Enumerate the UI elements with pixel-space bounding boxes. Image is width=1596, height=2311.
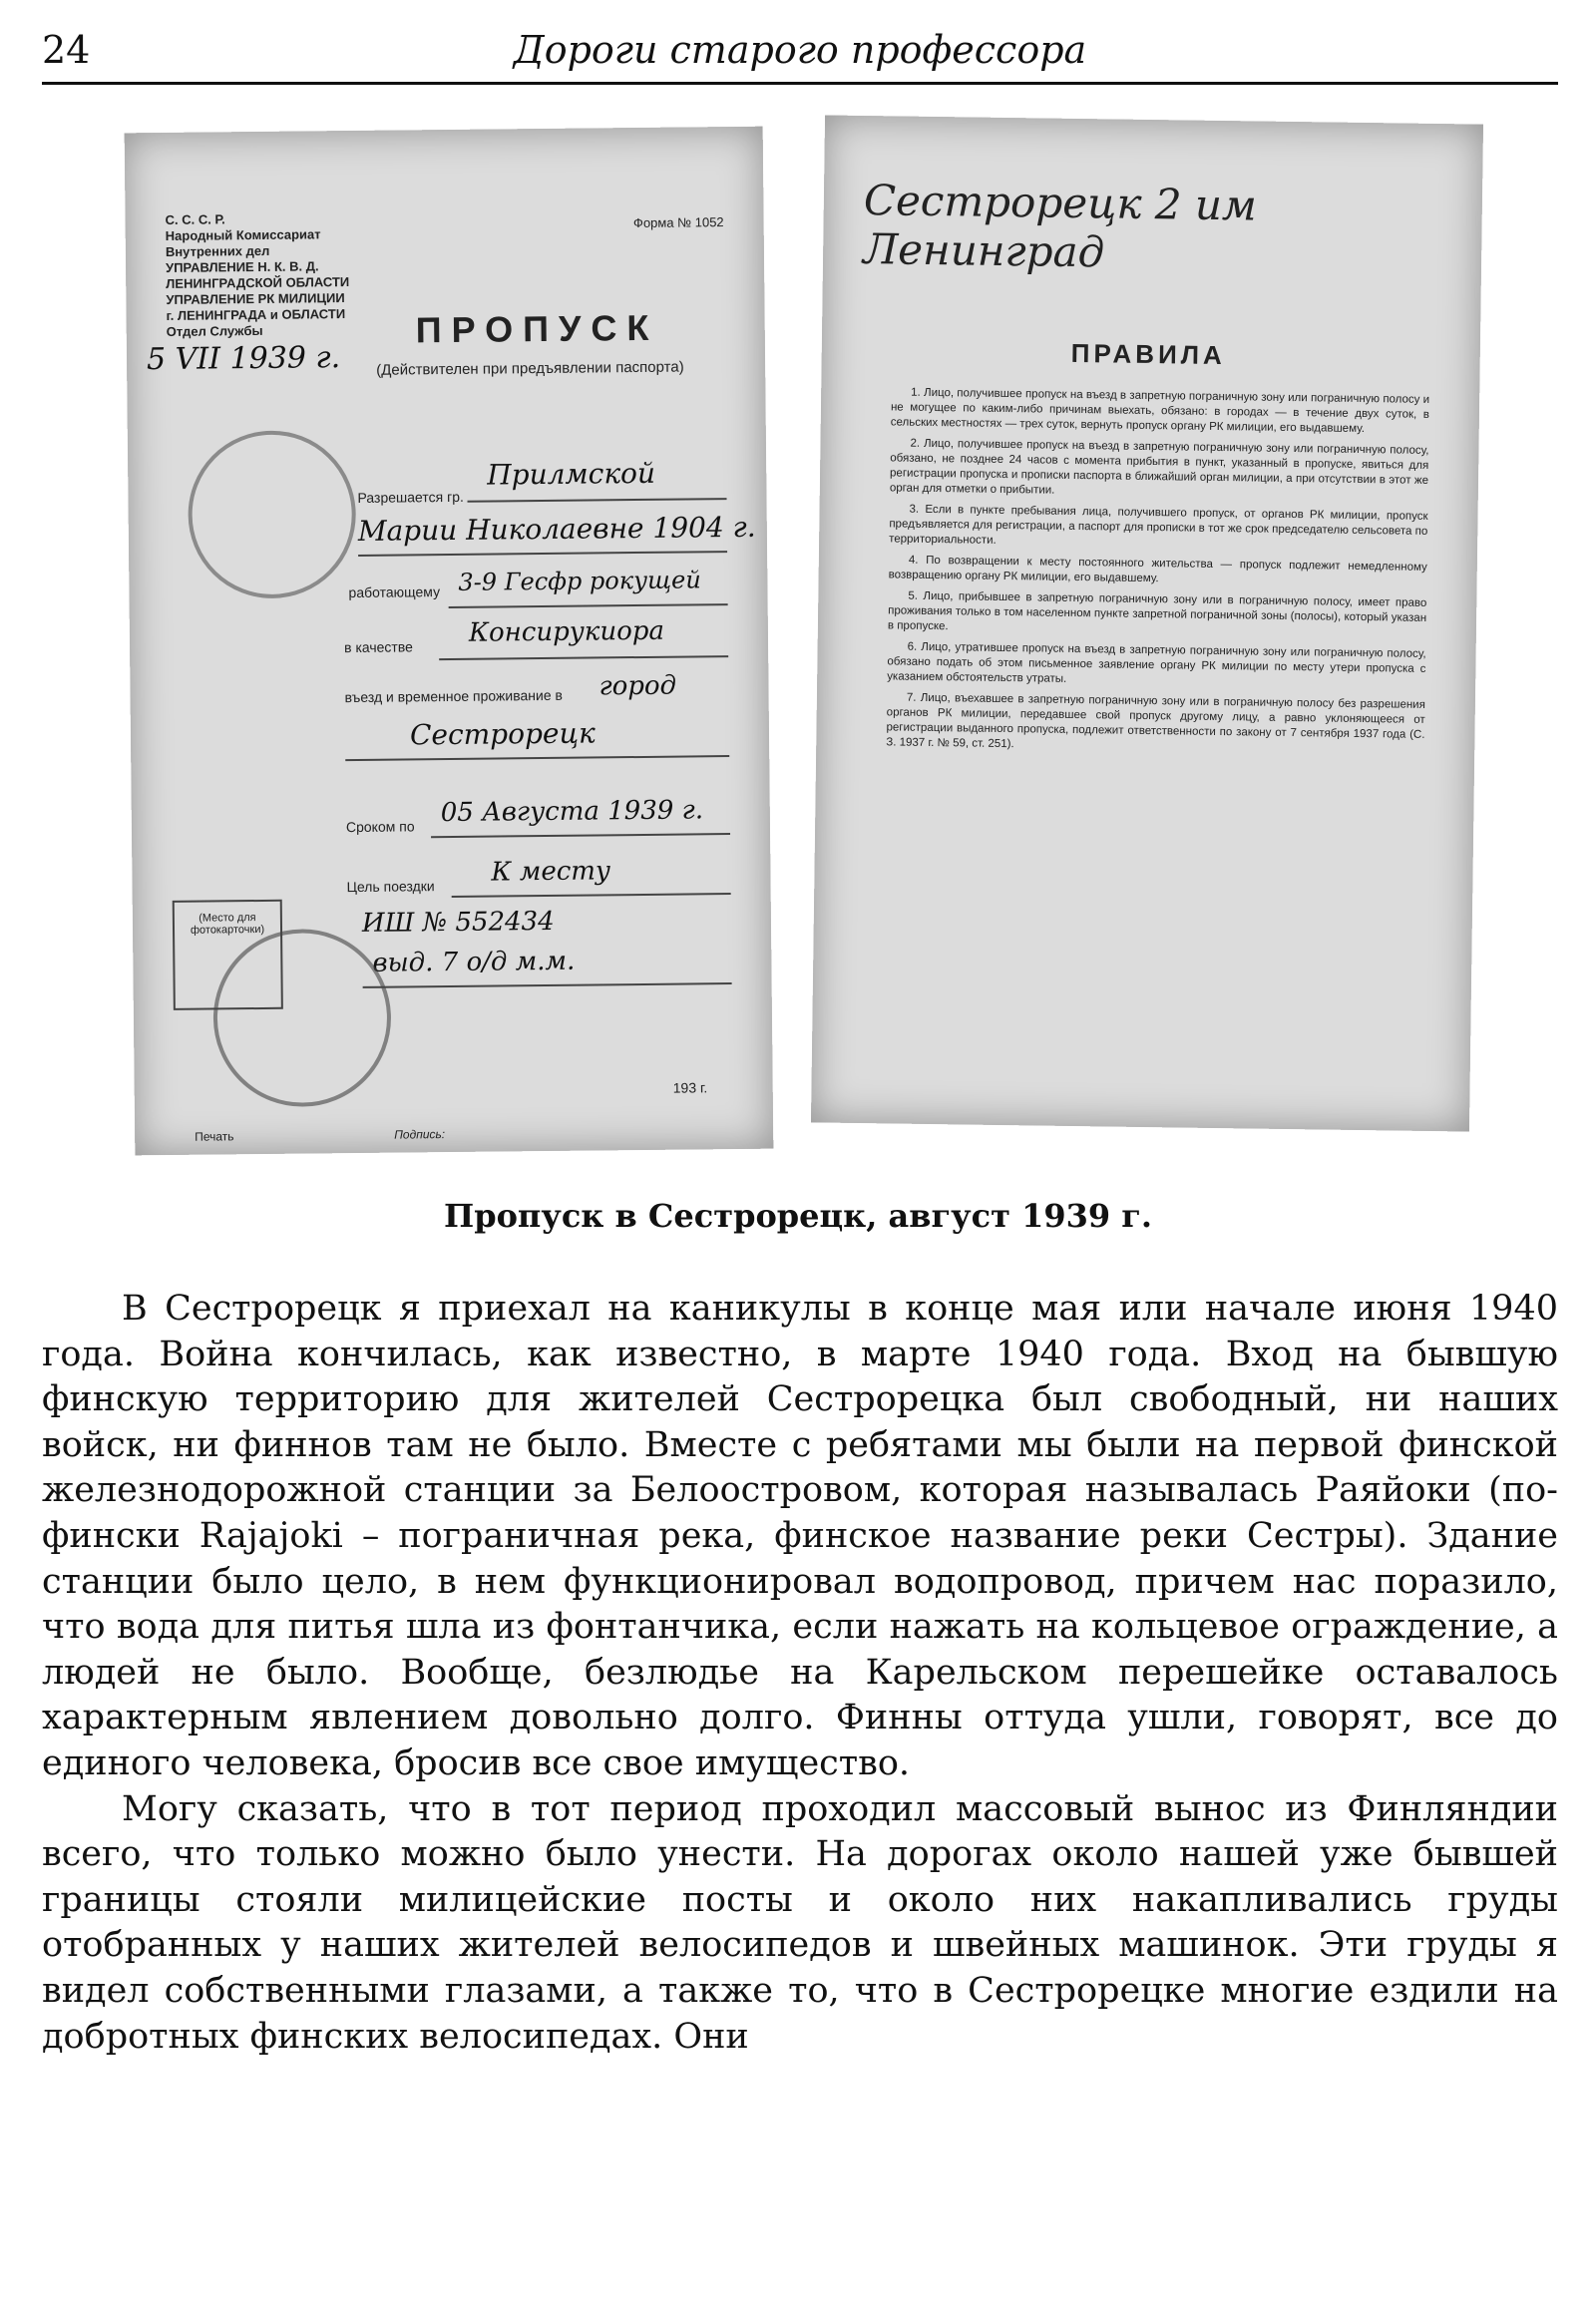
- pass-document: [125, 127, 774, 1156]
- rule-item: 3. Если в пункте пребывания лица, получившего пропуск, от органов РК милиции, пропуск предъявляется для регистрации, а паспорт для прописки в тот же срок председателю сельсовета по территориальности.: [889, 503, 1428, 547]
- body-text: [42, 1287, 1558, 2060]
- running-title: Дороги старого профессора: [513, 28, 1087, 72]
- rule-item: 7. Лицо, въехавшее в запретную пограничную зону или в пограничную полосу без разрешения органов РК милиции, передавшее свой пропуск другому лицу, а равно уклоняющееся от регистрации выданного пропуска, подлежит ответственности по закону от 7 сентября 1937 года (С. З. 1937 г. № 59, ст. 251).: [886, 691, 1425, 751]
- field-line: [345, 755, 729, 761]
- valid-until: 05 Августа 1939 г.: [440, 795, 704, 829]
- holder-name: Марии Николаевне 1904 г.: [357, 510, 756, 548]
- paragraph: Могу сказать, что в тот период проходил массовый вынос из Финляндии всего, что только можно было унести. На дорогах около нашей уже бывшей границы стояли милицейские посты и около них накапливались груды отобранных у наших жителей велосипедов и швейных машинок. Эти груды я видел собственными глазами, а также то, что в Сестрорецке многие ездили на добротных финских велосипедах. Они: [42, 1788, 1558, 2057]
- passport-issued: выд. 7 о/д м.м.: [372, 946, 576, 978]
- passport-number: ИШ № 552434: [361, 906, 555, 939]
- field-line: [431, 833, 730, 838]
- document-photo: [130, 120, 1486, 1157]
- label-term: Сроком по: [345, 818, 415, 836]
- rule-item: 4. По возвращении к месту постоянного жительства — пропуск подлежит немедленному возвращению органу РК милиции, его выдавшему.: [888, 554, 1427, 585]
- rule-item: 2. Лицо, получившее пропуск на въезд в запретную пограничную зону или пограничную полосу, обязано, не позднее 24 часов с момента прибытия в пункт, указанный в пропуске, явиться для регистрации пропуска и прописки паспорта в ближайший орган милиции, а при отсутствии в этот же орган для отметки о прибытии.: [889, 437, 1429, 497]
- paragraph: В Сестрорецк я приехал на каникулы в конце мая или начале июня 1940 года. Война кончилась, как известно, в марте 1940 года. Вход на бывшую финскую территорию для жителей Сестрорецка был свободный, ни наших войск, ни финнов там не было. Вместе с ребятами мы были на первой финской железнодорожной станции за Белоостровом, которая называлась Раяйоки (по-фински Rajajoki – пограничная река, финское название реки Сестры). Здание станции было цело, в нем функционировал водопровод, причем нас поразило, что вода для питья шла из фонтанчика, если нажать на кольцевое ограждение, а людей не было. Вообще, безлюдье на Карельском перешейке оставалось характерным явлением довольно долго. Финны оттуда ушли, говорят, все до единого человека, бросив все свое имущество.: [42, 1289, 1558, 1783]
- trip-purpose: К месту: [491, 856, 611, 888]
- label-year: 193 г.: [672, 1079, 708, 1096]
- label-allowed: Разрешается гр.: [357, 488, 464, 506]
- workplace: 3-9 Гесфр рокущей: [458, 566, 701, 596]
- label-signature: Подпись:: [394, 1127, 446, 1142]
- rules-title: ПРАВИЛА: [1070, 337, 1226, 371]
- issue-date: 5 VII 1939 г.: [146, 340, 341, 378]
- label-purpose: Цель поездки: [346, 878, 435, 896]
- rules-list: [886, 385, 1429, 764]
- rule-item: 6. Лицо, утратившее пропуск на въезд в запретную пограничную зону или пограничную полосу, обязано подать об этом письменное заявление органу РК милиции по месту утери пропуска с указанием обстоятельств утраты.: [887, 640, 1426, 685]
- label-role: в качестве: [343, 638, 413, 656]
- pass-title: ПРОПУСК: [415, 306, 659, 351]
- rules-document: [811, 115, 1483, 1131]
- role: Консирукиора: [468, 615, 665, 648]
- pass-subtitle: (Действителен при предъявлении паспорта): [376, 358, 684, 379]
- field-line: [358, 551, 727, 557]
- place-type: город: [598, 670, 677, 702]
- field-line: [449, 603, 728, 608]
- field-line: [439, 655, 728, 660]
- photo-placeholder: (Место для фотокарточки): [173, 900, 283, 1010]
- field-line: [363, 982, 732, 988]
- field-line: [468, 498, 727, 503]
- holder-surname: Прилмской: [487, 456, 656, 492]
- label-stamp: Печать: [195, 1129, 234, 1144]
- rule-item: 5. Лицо, прибывшее в запретную пограничную зону или в пограничную полосу, имеет право проживания только в том населенном пункте запретной пограничной зоны (полосы), который указан в пропуске.: [887, 589, 1427, 633]
- official-stamp: [188, 430, 357, 599]
- field-line: [452, 893, 731, 898]
- page-number: 24: [42, 28, 91, 72]
- official-stamp: [212, 929, 392, 1108]
- page-header: [42, 28, 1558, 85]
- label-working: работающему: [348, 583, 441, 601]
- form-number: Форма № 1052: [632, 214, 724, 231]
- figure-caption: Пропуск в Сестрорецк, август 1939 г.: [443, 1197, 1153, 1235]
- label-entry: въезд и временное проживание в: [344, 686, 564, 706]
- issuing-authority: С. С. С. Р. Народный Комиссариат Внутренних дел УПРАВЛЕНИЕ Н. К. В. Д. ЛЕНИНГРАДСКОЙ ОБЛАСТИ УПРАВЛЕНИЕ РК МИЛИЦИИ г. ЛЕНИНГРАДА и ОБЛАСТИ Отдел Службы: [165, 211, 350, 339]
- rule-item: 1. Лицо, получившее пропуск на въезд в запретную пограничную зону или пограничную полосу и не могущее по каким-либо причинам выехать, обязано: в городах — в течение двух суток, в сельских местностях — трех суток, вернуть пропуск органу РК милиции, его выдавшему.: [890, 386, 1430, 436]
- handwritten-annotation: Сестрорецк 2 им Ленинград: [862, 175, 1258, 277]
- destination: Сестрорецк: [409, 716, 596, 752]
